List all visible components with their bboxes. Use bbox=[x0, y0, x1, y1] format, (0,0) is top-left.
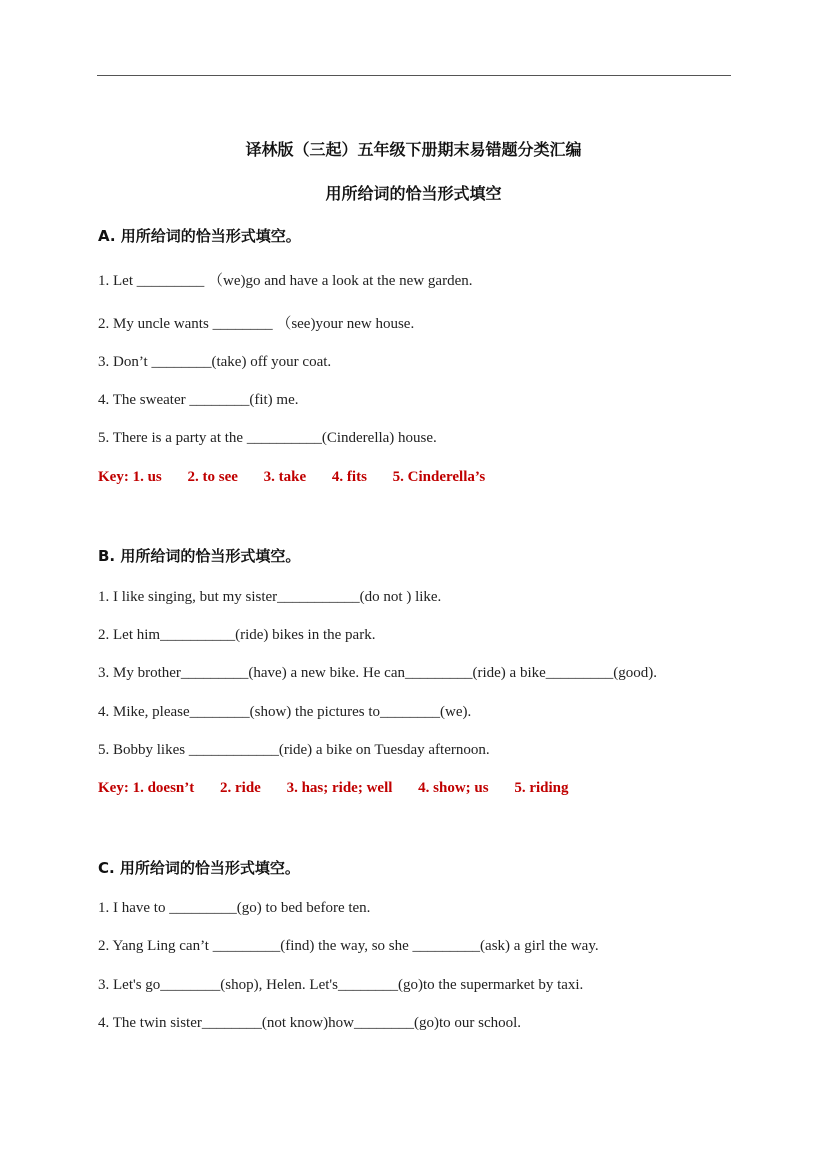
section-c-heading: C. 用所给词的恰当形式填空。 bbox=[98, 859, 300, 877]
section-b-item-5: 5. Bobby likes ____________(ride) a bike on Tuesday afternoon. bbox=[98, 742, 490, 758]
document-title: 译林版（三起）五年级下册期末易错题分类汇编 bbox=[245, 140, 582, 159]
answer-key-item: 5. Cinderella’s bbox=[392, 469, 486, 485]
section-b-item-1: 1. I like singing, but my sister___________(do not ) like. bbox=[98, 589, 442, 605]
section-b-item-3: 3. My brother_________(have) a new bike. He can_________(ride) a bike_________(good). bbox=[98, 665, 658, 681]
section-b-item-2: 2. Let him__________(ride) bikes in the park. bbox=[98, 627, 376, 643]
section-c-item-2: 2. Yang Ling can’t _________(find) the way, so she _________(ask) a girl the way. bbox=[98, 938, 599, 954]
answer-key-item: 2. ride bbox=[220, 780, 261, 796]
answer-key-item: 2. to see bbox=[187, 469, 238, 485]
section-c-item-1: 1. I have to _________(go) to bed before ten. bbox=[98, 900, 371, 916]
section-b-heading: B. 用所给词的恰当形式填空。 bbox=[98, 547, 301, 565]
answer-key-item: Key: 1. us bbox=[98, 469, 162, 485]
section-c-item-4: 4. The twin sister________(not know)how________(go)to our school. bbox=[98, 1015, 522, 1031]
section-a-item-2: 2. My uncle wants ________ （see)your new house. bbox=[98, 316, 415, 332]
answer-key-item: 5. riding bbox=[514, 780, 569, 796]
answer-key-item: 3. take bbox=[263, 469, 307, 485]
header-rule bbox=[97, 75, 731, 76]
answer-key-item: 4. fits bbox=[331, 469, 367, 485]
section-a-item-4: 4. The sweater ________(fit) me. bbox=[98, 392, 299, 408]
answer-key-item: 3. has; ride; well bbox=[286, 780, 393, 796]
section-a-item-3: 3. Don’t ________(take) off your coat. bbox=[98, 354, 332, 370]
section-a-heading: A. 用所给词的恰当形式填空。 bbox=[98, 227, 301, 245]
document-subtitle: 用所给词的恰当形式填空 bbox=[325, 184, 502, 203]
section-a-item-5: 5. There is a party at the __________(Cinderella) house. bbox=[98, 430, 437, 446]
section-a-answer-key bbox=[98, 469, 507, 486]
answer-key-item: 4. show; us bbox=[418, 780, 489, 796]
answer-key-item: Key: 1. doesn’t bbox=[98, 780, 195, 796]
section-b-answer-key bbox=[98, 780, 591, 797]
section-b-item-4: 4. Mike, please________(show) the pictures to________(we). bbox=[98, 704, 472, 720]
section-a-item-1: 1. Let _________ （we)go and have a look at the new garden. bbox=[98, 273, 473, 289]
section-c-item-3: 3. Let's go________(shop), Helen. Let's________(go)to the supermarket by taxi. bbox=[98, 977, 584, 993]
